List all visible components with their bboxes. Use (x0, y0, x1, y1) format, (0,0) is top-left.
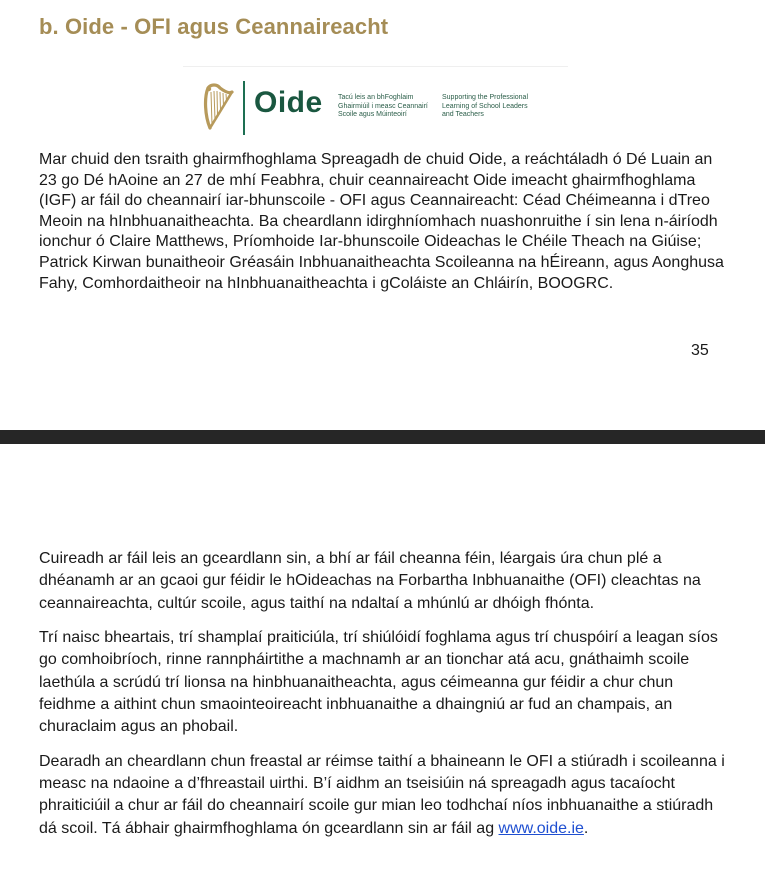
logo-tagline-irish: Tacú leis an bhFoghlaim Ghairmiúil i measc Ceannairí Scoile agus Múinteoirí (338, 94, 428, 118)
paragraph-end: . (583, 819, 589, 837)
section-heading: b. Oide - OFI agus Ceannaireacht (39, 14, 389, 39)
page-36 (0, 444, 765, 888)
logo-tagline-english: Supporting the Professional Learning of School Leaders and Teachers (442, 94, 528, 118)
intro-paragraph: Mar chuid den tsraith ghairmfhoghlama Spreagadh de chuid Oide, a reáchtáladh ó Dé Luain an 23 go Dé hAoine an 27 de mhí Feabhra, chuir ceannaireacht Oide imeacht ghairmfhoghlama (IGF) ar fáil do cheannairí iar-bhunscoile - OFI agus Ceannaireacht: Céad Chéimeanna i dTreo Meoin na hInbhuanaitheachta. Ba cheardlann idirghníomhach nuashonruithe í sin lena n-áiríodh ionchur ó Claire Matthews, Príomhoide Iar-bhunscoile Oideachas le Chéile Theach na Giúise; Patrick Kirwan bunaitheoir Gréasáin Inbhuanaitheachta Scoileanna na hÉireann, agus Aonghusa Fahy, Comhordaitheoir na hInbhuanaitheachta i gColáiste an Chláirín, BOOGRC. (39, 151, 724, 292)
page-break-divider (0, 430, 765, 444)
page-35 (0, 0, 765, 430)
paragraph-workshop-aim (39, 751, 729, 840)
harp-icon (201, 82, 235, 132)
logo-wordmark: Oide (254, 86, 323, 119)
paragraph-policy-links: Trí naisc bheartais, trí shamplaí praiticiúla, trí shiúlóidí foghlama agus trí chuspóirí a leagan síos go comhoibríoch, rinne rannpháirtithe a machnamh ar an tionchar atá acu, gnáthaimh scoile laethúla a scrúdú trí lionsa na hinbhuanaitheachta, agus céimeanna gur féidir a chur chun feidhme a aithint chun smaointeoireacht inbhuanaithe a dhaingniú ar fud an champais, an churaclaim agus an phobail. (39, 629, 718, 736)
paragraph-workshop-insights: Cuireadh ar fáil leis an gceardlann sin, a bhí ar fáil cheanna féin, léargais úra chun plé a dhéanamh ar an gcaoi gur féidir le hOideachas na Forbartha Inbhuanaithe (OFI) cleachtas na ceannaireachta, cultúr scoile, agus taithí na ndaltaí a mhúnlú ar dhóigh fhónta. (39, 550, 701, 612)
oide-website-link[interactable]: www.oide.ie (498, 819, 584, 837)
page-number: 35 (691, 342, 709, 359)
oide-logo (183, 66, 568, 135)
paragraph-text: Dearadh an cheardlann chun freastal ar réimse taithí a bhaineann le OFI a stiúradh i scoileanna i measc na ndaoine a d’fhreastail uirthi. B’í aidhm an tseisiúin ná spreagadh agus tacaíocht phraiticiúil a chur ar fáil do cheannairí scoile gur mian leo todhchaí níos inbhuanaithe a stiúradh dá scoil. Tá ábhair ghairmfhoghlama ón gceardlann sin ar fáil ag (39, 752, 725, 837)
logo-divider (243, 81, 245, 135)
body-text (39, 548, 729, 852)
